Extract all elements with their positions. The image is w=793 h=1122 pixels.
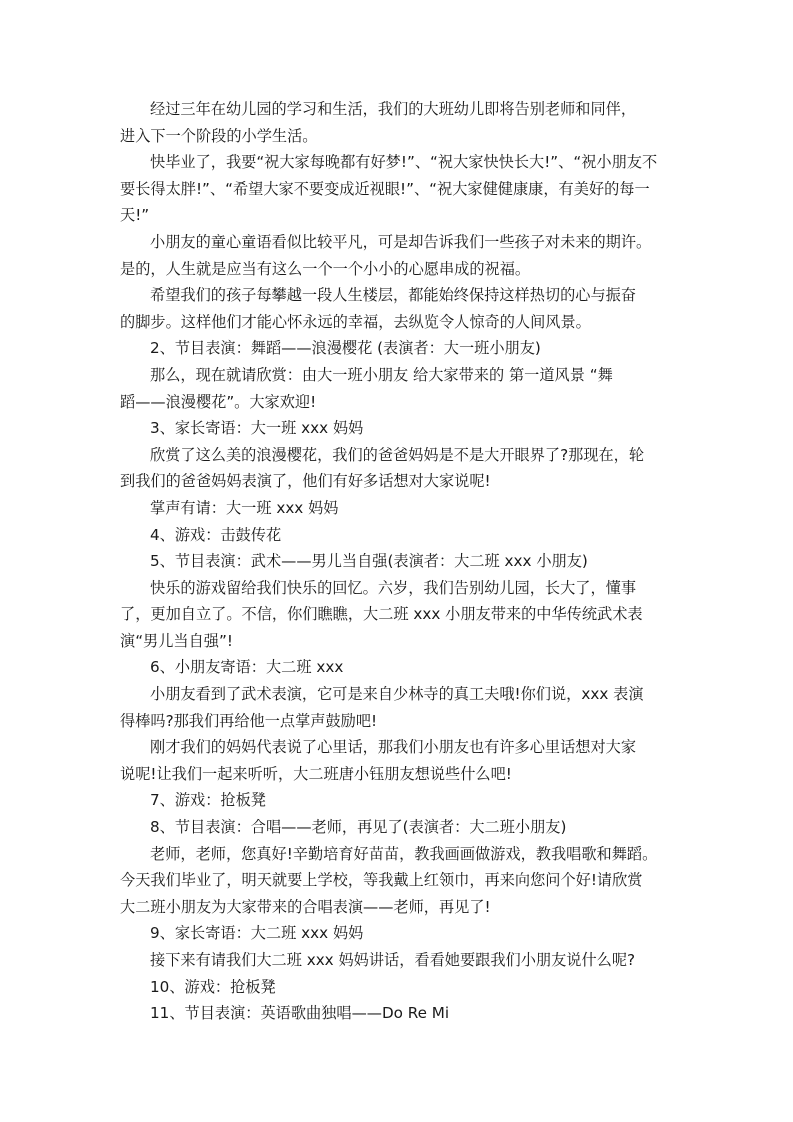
- text-line: 经过三年在幼儿园的学习和生活，我们的大班幼儿即将告别老师和同伴，: [150, 100, 636, 118]
- text-line: 到我们的爸爸妈妈表演了，他们有好多话想对大家说呢!: [120, 472, 491, 491]
- text-line: 蹈——浪漫樱花”。大家欢迎!: [120, 392, 317, 411]
- section-heading: 10、游戏：抢板凳: [150, 977, 276, 996]
- text-line: 天!”: [120, 206, 150, 225]
- text-line: 说呢!让我们一起来听听，大二班唐小钰朋友想说些什么吧!: [120, 764, 512, 783]
- section-heading: 3、家长寄语：大一班 xxx 妈妈: [150, 419, 364, 438]
- text-line: 快毕业了，我要“祝大家每晚都有好梦!”、“祝大家快快长大!”、“祝小朋友不: [150, 153, 658, 172]
- text-line: 进入下一个阶段的小学生活。: [120, 126, 318, 145]
- section-heading: 9、家长寄语：大二班 xxx 妈妈: [150, 924, 364, 943]
- text-line: 演“男儿当自强”!: [120, 631, 233, 650]
- text-line: 快乐的游戏留给我们快乐的回忆。六岁，我们告别幼儿园，长大了，懂事: [150, 578, 636, 597]
- text-line: 了，更加自立了。不信，你们瞧瞧，大二班 xxx 小朋友带来的中华传统武术表: [120, 605, 643, 624]
- text-line: 今天我们毕业了，明天就要上学校，等我戴上红领巾，再来向您问个好!请欣赏: [120, 871, 643, 890]
- section-heading: 11、节目表演：英语歌曲独唱——Do Re Mi: [150, 1004, 450, 1023]
- section-heading: 8、节目表演：合唱——老师，再见了(表演者：大二班小朋友): [150, 818, 567, 837]
- section-heading: 2、节目表演：舞蹈——浪漫樱花 (表演者：大一班小朋友): [150, 339, 541, 358]
- section-heading: 5、节目表演：武术——男儿当自强(表演者：大二班 xxx 小朋友): [150, 552, 588, 571]
- text-line: 那么，现在就请欣赏：由大一班小朋友 给大家带来的 第一道风景 “舞: [150, 365, 613, 384]
- text-line: 老师，老师，您真好!辛勤培育好苗苗，教我画画做游戏，教我唱歌和舞蹈。: [150, 844, 658, 863]
- text-line: 欣赏了这么美的浪漫樱花，我们的爸爸妈妈是不是大开眼界了?那现在，轮: [150, 445, 645, 464]
- text-line: 是的，人生就是应当有这么一个一个小小的心愿串成的祝福。: [120, 259, 531, 278]
- text-line: 小朋友的童心童语看似比较平凡，可是却告诉我们一些孩子对未来的期许。: [150, 232, 652, 251]
- text-line: 刚才我们的妈妈代表说了心里话，那我们小朋友也有许多心里话想对大家: [150, 738, 636, 757]
- text-line: 的脚步。这样他们才能心怀永远的幸福，去纵览令人惊奇的人间风景。: [120, 312, 591, 331]
- text-line: 大二班小朋友为大家带来的合唱表演——老师，再见了!: [120, 897, 491, 916]
- text-line: 接下来有请我们大二班 xxx 妈妈讲话，看看她要跟我们小朋友说什么呢?: [150, 951, 636, 969]
- text-line: 希望我们的孩子每攀越一段人生楼层，都能始终保持这样热切的心与振奋: [150, 286, 636, 305]
- document-body: [120, 96, 680, 1027]
- section-heading: 6、小朋友寄语：大二班 xxx: [150, 658, 344, 677]
- text-line: 掌声有请：大一班 xxx 妈妈: [150, 498, 339, 517]
- text-line: 得棒吗?那我们再给他一点掌声鼓励吧!: [120, 711, 378, 730]
- text-line: 小朋友看到了武术表演，它可是来自少林寺的真工夫哦!你们说，xxx 表演: [150, 685, 644, 704]
- section-heading: 7、游戏：抢板凳: [150, 791, 266, 810]
- section-heading: 4、游戏：击鼓传花: [150, 525, 282, 544]
- text-line: 要长得太胖!”、“希望大家不要变成近视眼!”、“祝大家健健康康，有美好的每一: [120, 179, 650, 198]
